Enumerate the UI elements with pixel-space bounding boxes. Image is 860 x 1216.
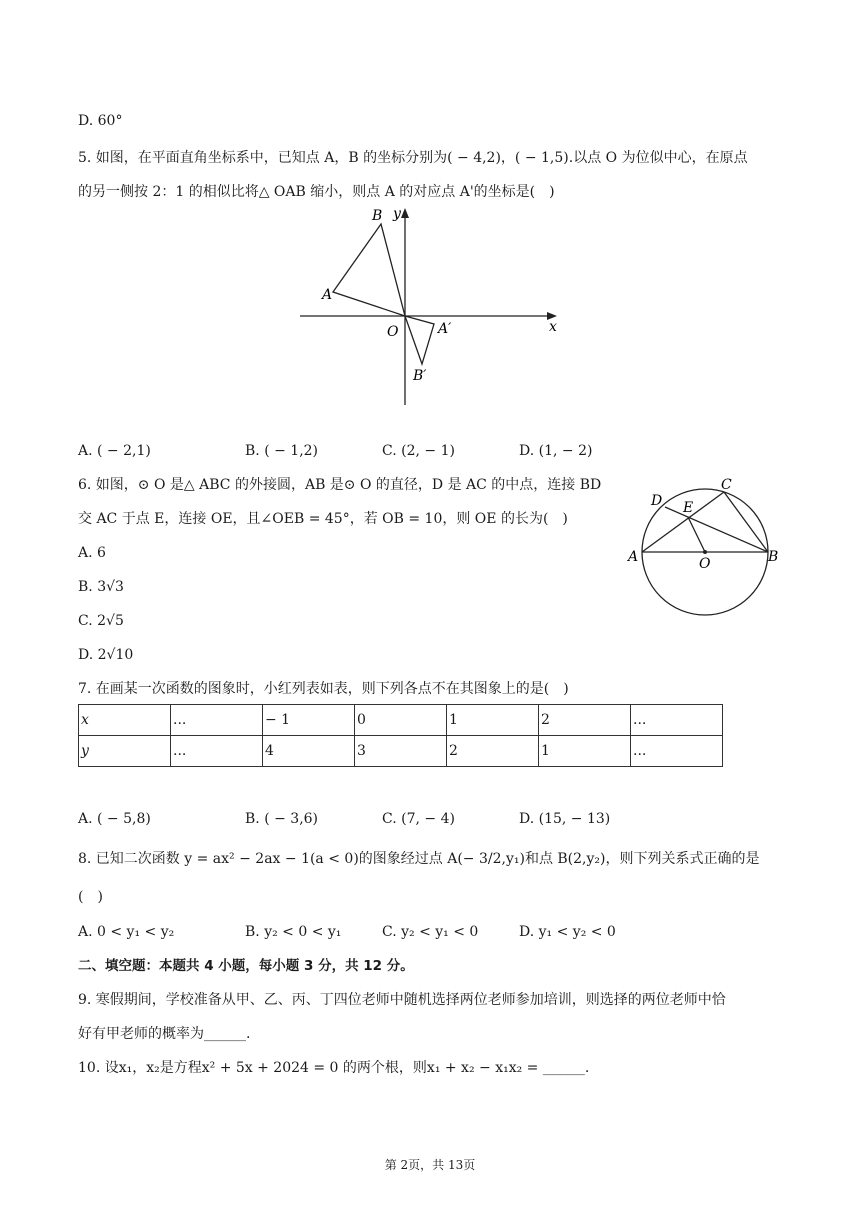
table-cell: 0 [355,705,447,736]
q8-option-a: A. 0 < y₁ < y₂ [78,924,175,940]
q7-option-b: B. ( − 3,6) [245,811,319,827]
table-cell: ... [631,705,723,736]
q8-stem-line1: 8. 已知二次函数 y = ax² − 2ax − 1(a < 0)的图象经过点 A(− 3/2,y₁)和点 B(2,y₂)，则下列关系式正确的是 [78,851,760,867]
table-cell: ... [171,705,263,736]
q5-option-a: A. ( − 2,1) [78,443,151,459]
q6-label-a: A [628,549,639,565]
q6-label-c: C [721,477,732,493]
q6-stem-line1: 6. 如图，⊙ O 是△ ABC 的外接圆，AB 是⊙ O 的直径，D 是 AC 的中点，连接 BD [78,477,602,493]
q6-label-e: E [683,500,694,516]
q5-stem-line2: 的另一侧按 2：1 的相似比将△ OAB 缩小，则点 A 的对应点 A'的坐标是( ) [78,184,555,200]
q5-label-a-prime: A′ [438,321,452,337]
q5-label-y: y [393,206,401,222]
table-cell: y [79,736,171,767]
q6-circle-figure [625,472,785,620]
q6-label-b: B [768,549,779,565]
q7-stem: 7. 在画某一次函数的图象时，小红列表如表，则下列各点不在其图象上的是( ) [78,681,569,697]
q7-option-d: D. (15, − 13) [519,811,611,827]
table-cell: ... [631,736,723,767]
q5-label-b-prime: B′ [413,368,427,384]
table-cell: 2 [539,705,631,736]
table-cell: 4 [263,736,355,767]
q5-option-c: C. (2, − 1) [382,443,455,459]
q8-option-d: D. y₁ < y₂ < 0 [519,924,616,940]
q5-stem-line1: 5. 如图，在平面直角坐标系中，已知点 A，B 的坐标分别为( − 4,2)，( − 1,5).以点 O 为位似中心，在原点 [78,150,748,166]
q7-option-c: C. (7, − 4) [382,811,455,827]
q9-stem-line1: 9. 寒假期间，学校准备从甲、乙、丙、丁四位老师中随机选择两位老师参加培训，则选择的两位老师中恰 [78,992,726,1008]
q6-label-d: D [651,493,663,509]
q6-option-d: D. 2√10 [78,647,134,663]
q5-coordinate-figure [295,200,570,410]
q5-label-b: B [372,208,383,224]
q9-stem-line2: 好有甲老师的概率为______. [78,1026,251,1042]
q8-stem-line2: ( ) [78,889,103,905]
q6-stem-line2: 交 AC 于点 E，连接 OE，且∠OEB = 45°，若 OB = 10，则 OE 的长为( ) [78,511,568,527]
table-cell: ... [171,736,263,767]
q10-stem: 10. 设x₁，x₂是方程x² + 5x + 2024 = 0 的两个根，则x₁ + x₂ − x₁x₂ = ______. [78,1060,590,1076]
section-heading-fill-in: 二、填空题：本题共 4 小题，每小题 3 分，共 12 分。 [78,958,414,974]
q6-option-b: B. 3√3 [78,579,124,595]
table-cell: − 1 [263,705,355,736]
table-row [79,705,723,736]
table-cell: 1 [539,736,631,767]
q6-label-o: O [699,556,711,572]
q6-option-a: A. 6 [78,545,106,561]
q5-label-o: O [387,324,399,340]
q7-option-a: A. ( − 5,8) [78,811,151,827]
q5-option-d: D. (1, − 2) [519,443,593,459]
q8-option-c: C. y₂ < y₁ < 0 [382,924,479,940]
table-cell: 1 [447,705,539,736]
table-row [79,736,723,767]
table-cell: x [79,705,171,736]
q8-option-b: B. y₂ < 0 < y₁ [245,924,342,940]
q4-option-d: D. 60° [78,113,123,129]
page-footer: 第 2页，共 13页 [384,1158,476,1172]
table-cell: 2 [447,736,539,767]
q5-label-x: x [549,319,557,335]
q7-value-table [78,704,723,767]
q5-option-b: B. ( − 1,2) [245,443,319,459]
q5-label-a: A [322,287,333,303]
table-cell: 3 [355,736,447,767]
q6-option-c: C. 2√5 [78,613,124,629]
